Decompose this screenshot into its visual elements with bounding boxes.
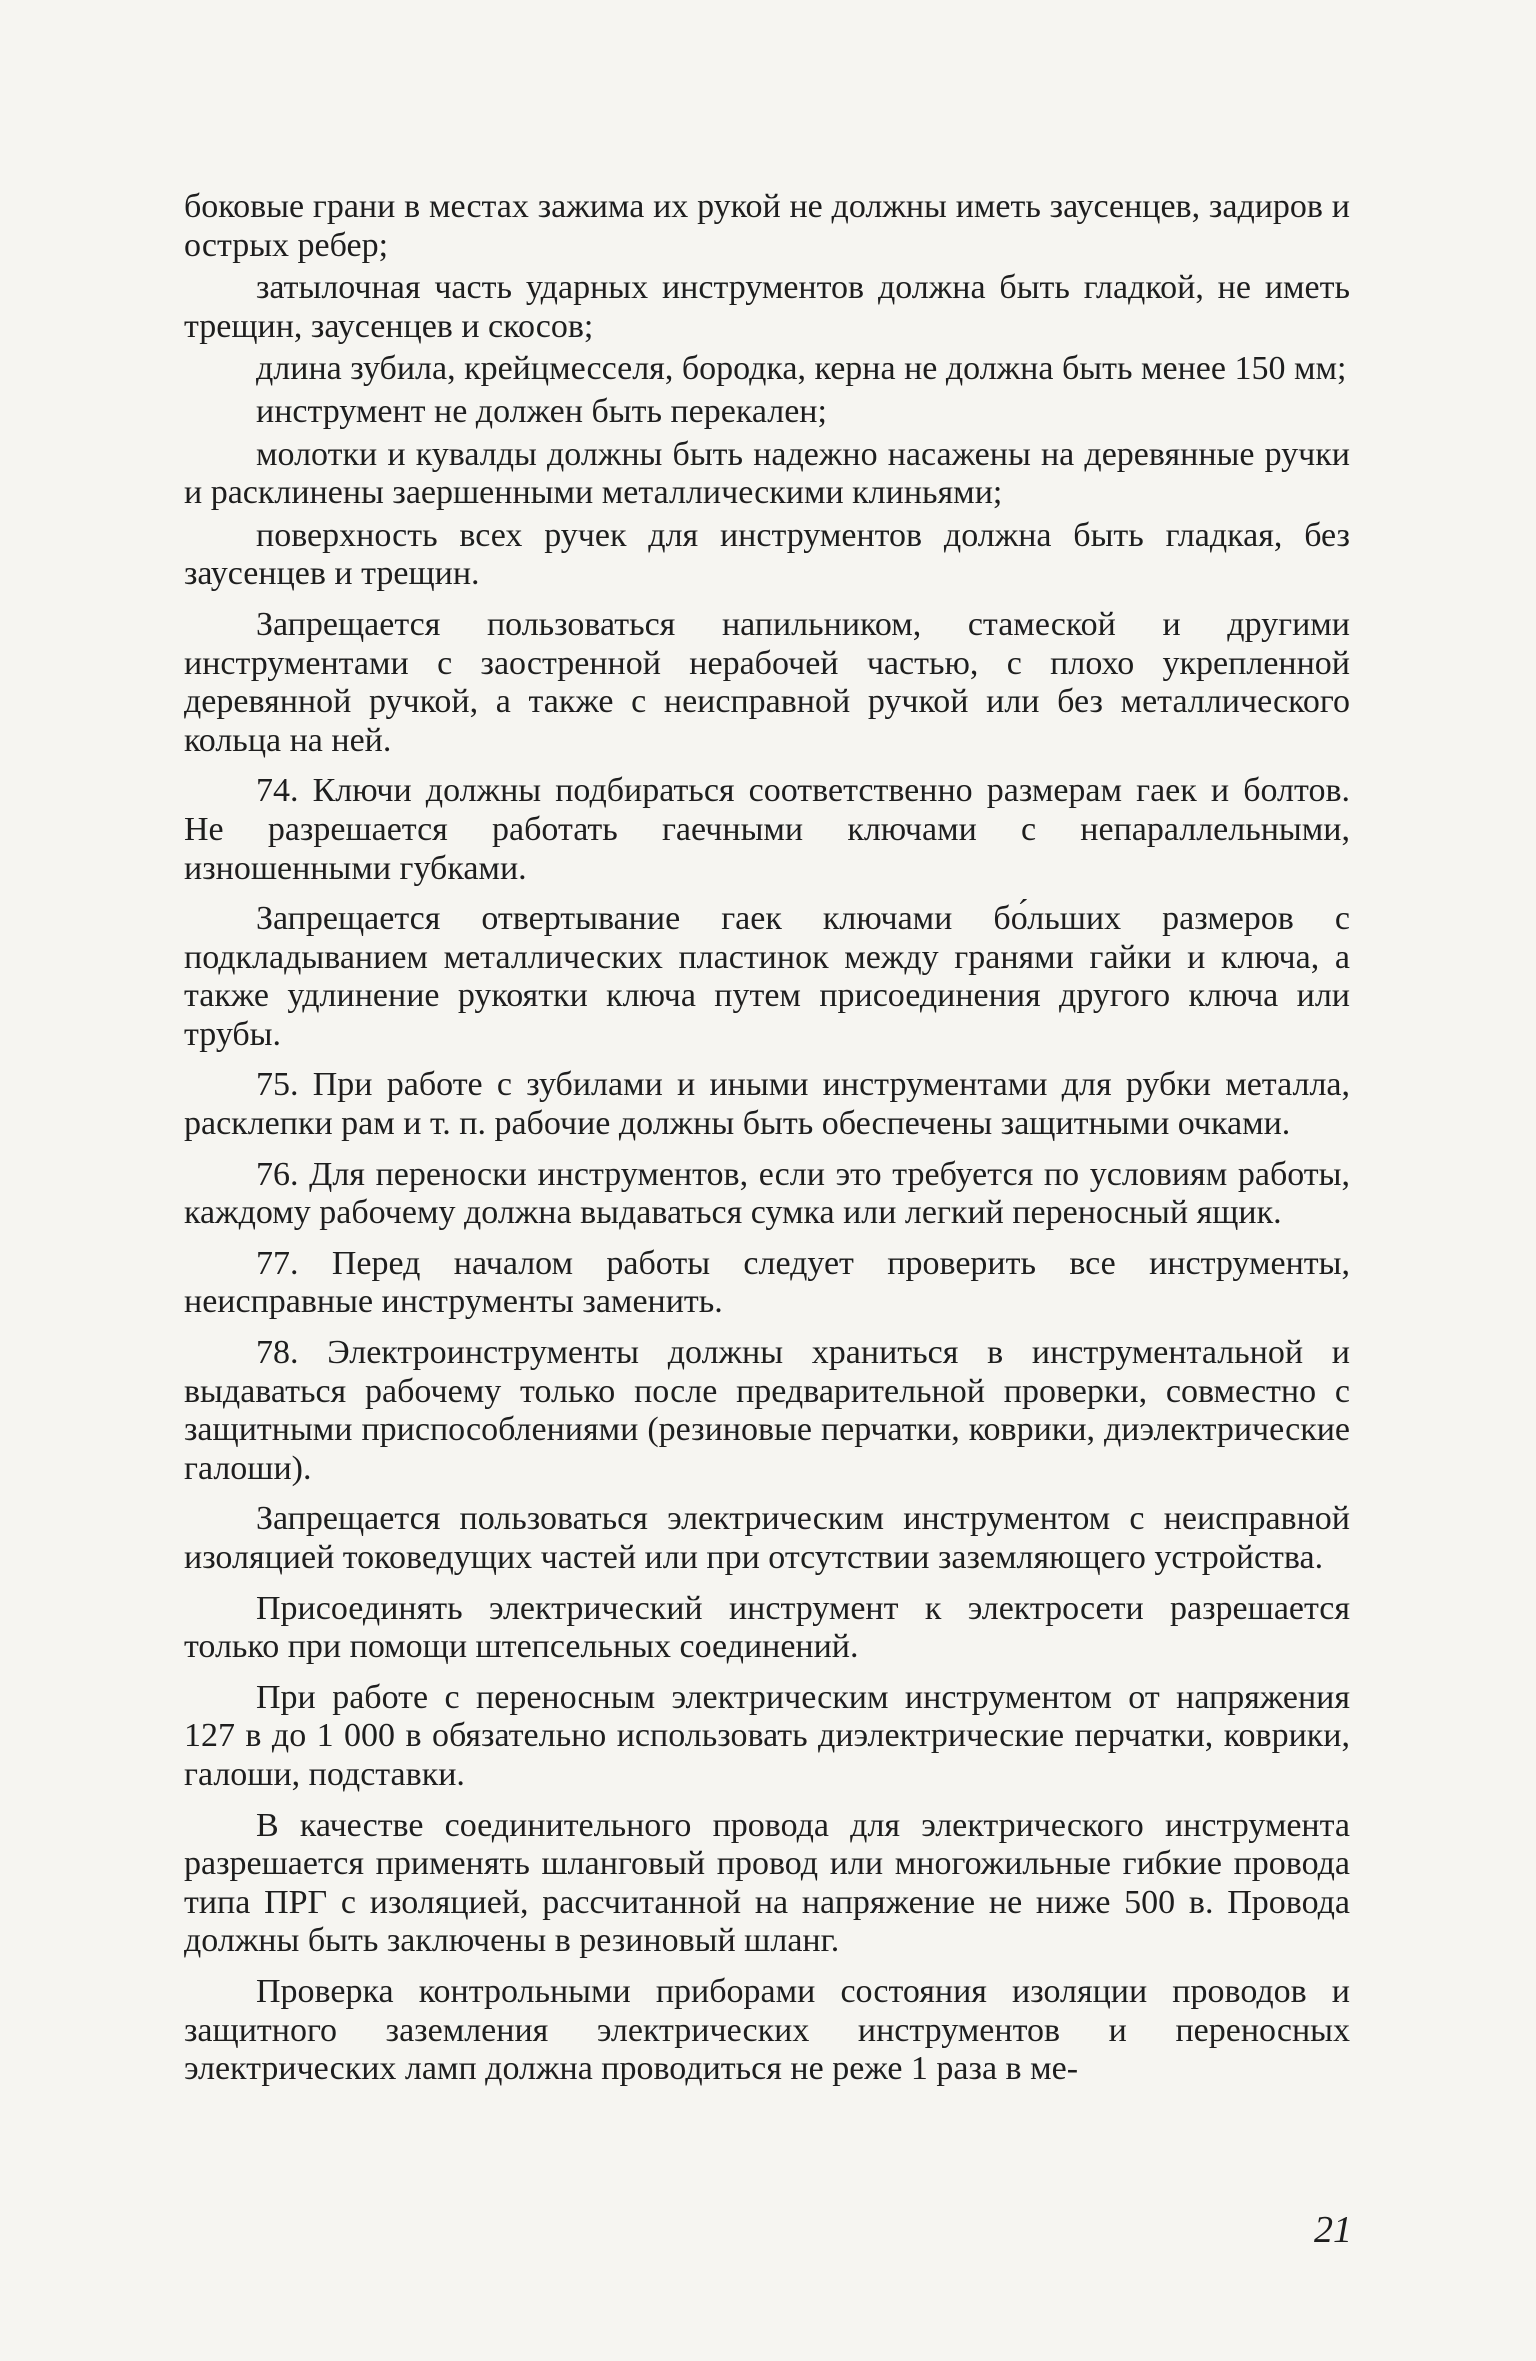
paragraph-voltage-protection: При работе с переносным электрическим инструментом от напряжения 127 в до 1 000 в обязательно использовать диэлектрические перчатки, коврики, галоши, подставки.	[184, 1678, 1350, 1793]
paragraph-insulation-check: Проверка контрольными приборами состояния изоляции проводов и защитного заземления электрических инструментов и переносных электрических ламп должна проводиться не реже 1 раза в ме-	[184, 1972, 1350, 2088]
paragraph-hammers-handles: молотки и кувалды должны быть надежно насажены на деревянные ручки и расклинены заершенными металлическими клиньями;	[184, 435, 1350, 512]
paragraph-clause-74: 74. Ключи должны подбираться соответственно размерам гаек и болтов. Не разрешается работать гаечными ключами с непараллельными, изношенными губками.	[184, 772, 1350, 887]
paragraph-handles-smooth: поверхность всех ручек для инструментов должна быть гладкая, без заусенцев и трещин.	[184, 516, 1350, 593]
paragraph-connecting-wire: В качестве соединительного провода для электрического инструмента разрешается применять шланговый провод или многожильные гибкие провода типа ПРГ с изоляцией, рассчитанной на напряжение не ниже 500 в. Провода должны быть заключены в резиновый шланг.	[184, 1806, 1350, 1960]
paragraph-clause-78: 78. Электроинструменты должны храниться в инструментальной и выдаваться рабочему только после предварительной проверки, совместно с защитными приспособлениями (резиновые перчатки, коврики, диэлектрические галоши).	[184, 1334, 1350, 1487]
paragraph-clause-77: 77. Перед началом работы следует проверить все инструменты, неисправные инструменты заменить.	[184, 1244, 1350, 1321]
paragraph-butt-end: затылочная часть ударных инструментов должна быть гладкой, не иметь трещин, заусенцев и скосов;	[184, 269, 1350, 345]
paragraph-insulation-prohibition: Запрещается пользоваться электрическим инструментом с неисправной изоляцией токоведущих частей или при отсутствии заземляющего устройства.	[184, 1500, 1350, 1576]
document-page	[184, 188, 1350, 2089]
paragraph-wrench-prohibition: Запрещается отвертывание гаек ключами бо́льших размеров с подкладыванием металлических пластинок между гранями гайки и ключа, а также удлинение рукоятки ключа путем присоединения другого ключа или трубы.	[184, 900, 1350, 1053]
paragraph-file-prohibition: Запрещается пользоваться напильником, стамеской и другими инструментами с заостренной нерабочей частью, с плохо укрепленной деревянной ручкой, а также с неисправной ручкой или без металлического кольца на ней.	[184, 605, 1350, 759]
paragraph-clause-76: 76. Для переноски инструментов, если это требуется по условиям работы, каждому рабочему должна выдаваться сумка или легкий переносный ящик.	[184, 1155, 1350, 1232]
paragraph-clause-75: 75. При работе с зубилами и иными инструментами для рубки металла, расклепки рам и т. п. рабочие должны быть обеспечены защитными очками.	[184, 1066, 1350, 1143]
paragraph-plug-connection: Присоединять электрический инструмент к электросети разрешается только при помощи штепсельных соединений.	[184, 1589, 1350, 1666]
paragraph-chisel-length: длина зубила, крейцмесселя, бородка, керна не должна быть менее 150 мм;	[256, 350, 1347, 388]
paragraph-not-overhardened: инструмент не должен быть перекален;	[256, 392, 827, 430]
paragraph-side-faces: боковые грани в местах зажима их рукой не должны иметь заусенцев, задиров и острых ребер;	[184, 188, 1350, 264]
page-number: 21	[1314, 2209, 1352, 2251]
